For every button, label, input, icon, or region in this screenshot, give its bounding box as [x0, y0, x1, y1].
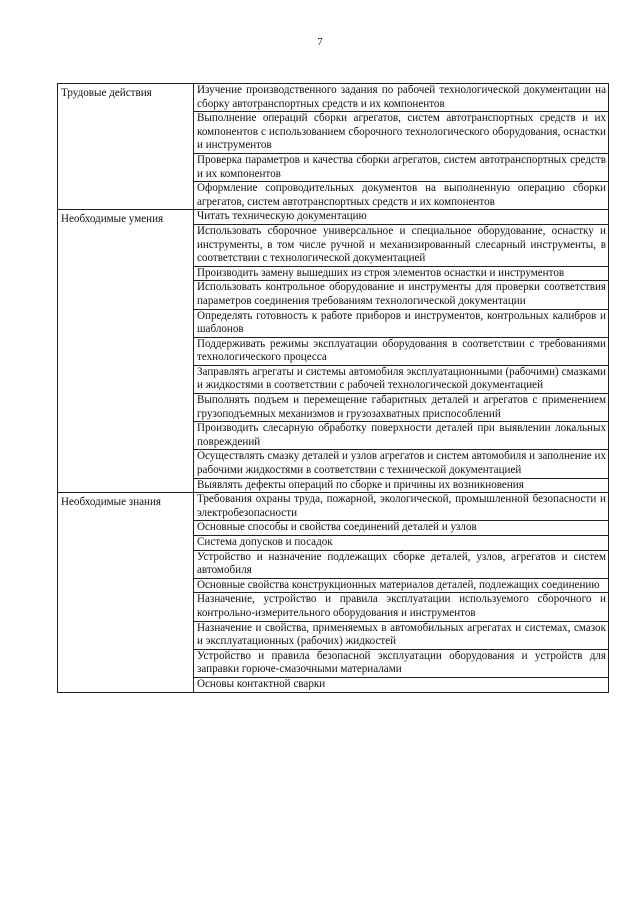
- requirement-item: Заправлять агрегаты и системы автомобиля эксплуатационными (рабочими) смазками и жидкостями в соответствии с рабочей технологической документацией: [194, 365, 609, 393]
- requirement-item: Оформление сопроводительных документов на выполненную операцию сборки агрегатов, систем автотранспортных средств и их компонентов: [194, 182, 609, 210]
- requirement-item: Назначение, устройство и правила эксплуатации используемого сборочного и контрольно-измерительного оборудования и инструментов: [194, 593, 609, 621]
- requirement-item: Проверка параметров и качества сборки агрегатов, систем автотранспортных средств и их компонентов: [194, 153, 609, 181]
- requirement-item: Поддерживать режимы эксплуатации оборудования в соответствии с требованиями технологического процесса: [194, 337, 609, 365]
- requirement-item: Использовать контрольное оборудование и инструменты для проверки соответствия параметров соединения требованиям технологической документации: [194, 281, 609, 309]
- qualification-table: [57, 83, 609, 693]
- section-label: Необходимые умения: [58, 210, 194, 493]
- table-row: [58, 210, 609, 225]
- requirement-item: Основы контактной сварки: [194, 677, 609, 692]
- table-row: [58, 493, 609, 521]
- page-number: 7: [317, 36, 323, 48]
- requirement-item: Производить слесарную обработку поверхности деталей при выявлении локальных повреждений: [194, 422, 609, 450]
- requirement-item: Осуществлять смазку деталей и узлов агрегатов и систем автомобиля и заполнение их рабочими жидкостями в соответствии с технической документацией: [194, 450, 609, 478]
- requirement-item: Определять готовность к работе приборов и инструментов, контрольных калибров и шаблонов: [194, 309, 609, 337]
- requirement-item: Система допусков и посадок: [194, 536, 609, 551]
- requirement-item: Основные способы и свойства соединений деталей и узлов: [194, 521, 609, 536]
- requirement-item: Выполнять подъем и перемещение габаритных деталей и агрегатов с применением грузоподъемных механизмов и грузозахватных приспособлений: [194, 394, 609, 422]
- requirement-item: Читать техническую документацию: [194, 210, 609, 225]
- requirement-item: Устройство и правила безопасной эксплуатации оборудования и устройств для заправки горюче-смазочными материалами: [194, 649, 609, 677]
- requirement-item: Выполнение операций сборки агрегатов, систем автотранспортных средств и их компонентов с использованием сборочного технологического оборудования, оснастки и инструментов: [194, 112, 609, 154]
- section-label: Необходимые знания: [58, 493, 194, 692]
- section-label: Трудовые действия: [58, 84, 194, 210]
- requirement-item: Использовать сборочное универсальное и специальное оборудование, оснастку и инструменты, в том числе ручной и механизированный слесарный инструменты, в соответствии с технологической документацией: [194, 224, 609, 266]
- requirement-item: Требования охраны труда, пожарной, экологической, промышленной безопасности и электробезопасности: [194, 493, 609, 521]
- requirement-item: Устройство и назначение подлежащих сборке деталей, узлов, агрегатов и систем автомобиля: [194, 550, 609, 578]
- requirement-item: Производить замену вышедших из строя элементов оснастки и инструментов: [194, 266, 609, 281]
- requirement-item: Изучение производственного задания по рабочей технологической документации на сборку автотранспортных средств и их компонентов: [194, 84, 609, 112]
- table-row: [58, 84, 609, 112]
- requirement-item: Основные свойства конструкционных материалов деталей, подлежащих соединению: [194, 578, 609, 593]
- table-body: [58, 84, 609, 693]
- requirement-item: Выявлять дефекты операций по сборке и причины их возникновения: [194, 478, 609, 493]
- requirement-item: Назначение и свойства, применяемых в автомобильных агрегатах и системах, смазок и эксплуатационных (рабочих) жидкостей: [194, 621, 609, 649]
